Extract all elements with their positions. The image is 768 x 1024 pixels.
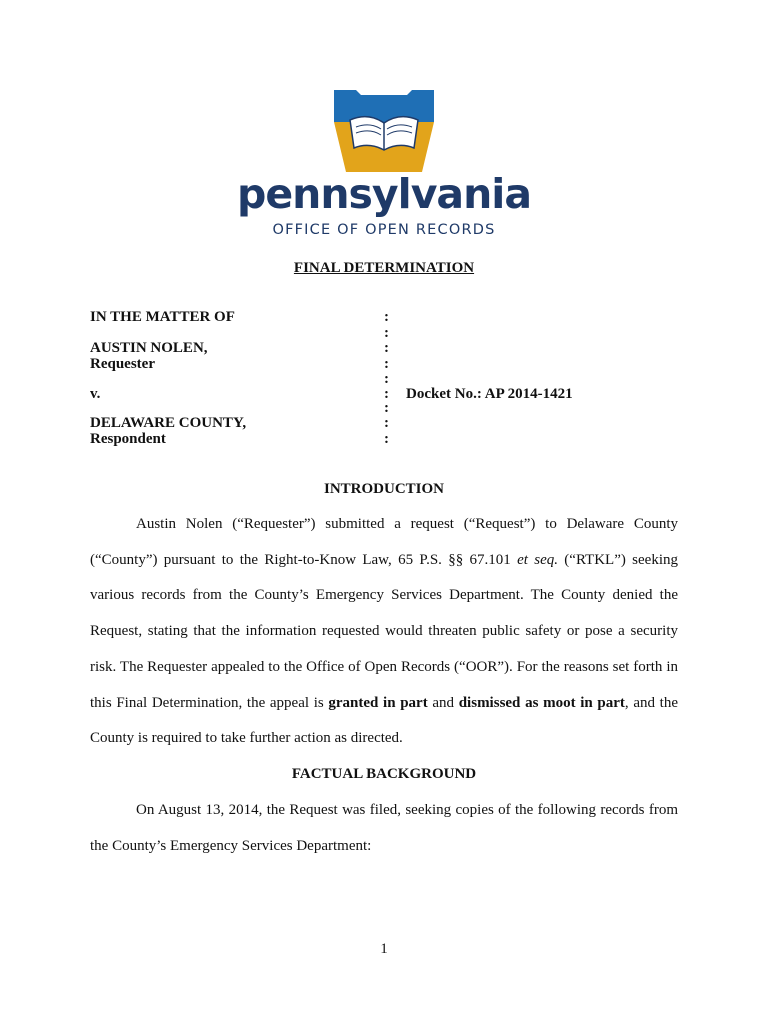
- introduction-heading: INTRODUCTION: [323, 481, 444, 497]
- logo-wordmark: pennsylvania: [236, 170, 532, 218]
- caption-colon: :: [384, 340, 389, 356]
- caption-colon: :: [384, 431, 389, 447]
- caption-colon: :: [384, 356, 389, 372]
- caption-matter: IN THE MATTER OF: [90, 309, 235, 325]
- caption-versus: v.: [90, 386, 101, 402]
- intro-text-3: and: [427, 694, 459, 711]
- caption-colon: :: [384, 400, 389, 416]
- introduction-paragraph: [90, 507, 678, 757]
- docket-number: Docket No.: AP 2014-1421: [406, 386, 573, 402]
- page-number: 1: [380, 941, 388, 957]
- intro-bold-granted: granted in part: [328, 694, 428, 711]
- intro-text-1: Austin Nolen (“Requester”) submitted a request (“Request”) to Delaware County (“County”) pursuant to the Right-to-Know Law, 65 P.S. §§ 67.101: [90, 516, 678, 568]
- document-title: FINAL DETERMINATION: [293, 260, 475, 276]
- caption-colon: :: [384, 371, 389, 387]
- intro-bold-dismissed: dismissed as moot in part: [458, 694, 625, 711]
- background-paragraph: On August 13, 2014, the Request was filed, seeking copies of the following records from the County’s Emergency Services Department:: [90, 802, 678, 854]
- caption-colon: :: [384, 325, 389, 341]
- caption-requester-name: AUSTIN NOLEN,: [90, 340, 208, 356]
- intro-italic: et seq.: [517, 551, 558, 568]
- logo-office-name: OFFICE OF OPEN RECORDS: [272, 222, 496, 238]
- caption-respondent-name: DELAWARE COUNTY,: [90, 415, 247, 431]
- caption-requester-role: Requester: [90, 356, 155, 372]
- intro-text-2: (“RTKL”) seeking various records from the County’s Emergency Services Department. The County denied the Request, stating that the information requested would threaten public safety or pose a security risk. The Requester appealed to the Office of Open Records (“OOR”). For the reasons set forth in this Final Determination, the appeal is: [90, 551, 678, 711]
- intro-text-4: , and the County is required to take further action as directed.: [90, 694, 678, 747]
- background-heading: FACTUAL BACKGROUND: [291, 766, 477, 782]
- caption-colon: :: [384, 309, 389, 325]
- caption-colon: :: [384, 415, 389, 431]
- caption-colon: :: [384, 386, 389, 402]
- keystone-book-icon: [334, 90, 434, 172]
- oor-keystone-logo: [0, 90, 768, 172]
- caption-respondent-role: Respondent: [90, 431, 166, 447]
